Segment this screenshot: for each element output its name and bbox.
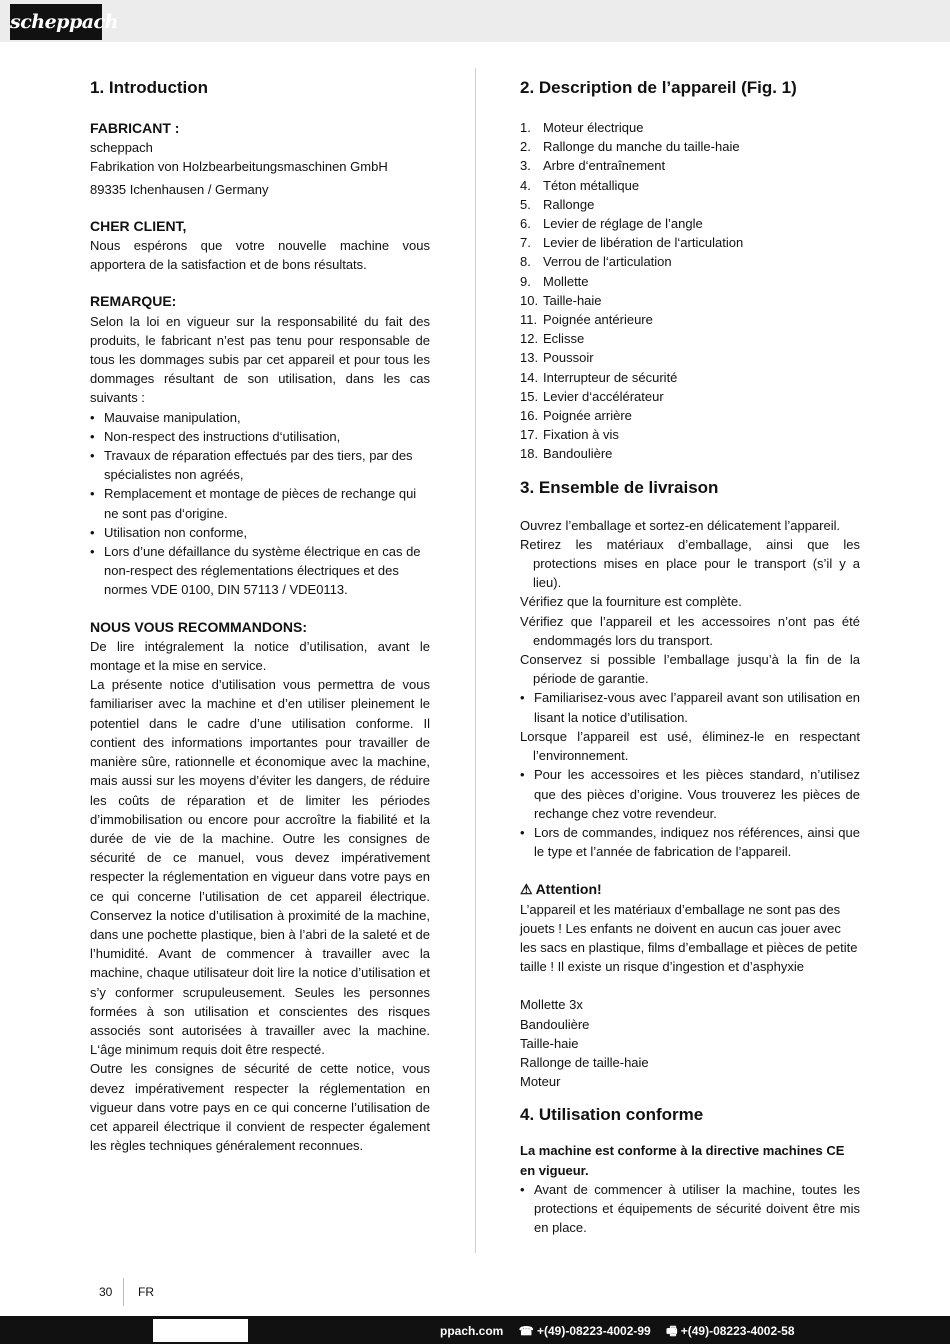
list-item — [520, 252, 860, 271]
list-item: • Pour les accessoires et les pièces standard, n’utilisez que des pièces d’origine. Vous trouverez les pièces de rechange chez votre revendeur. — [520, 765, 860, 823]
list-item: • Lors d’une défaillance du système électrique en cas de non-respect des réglementations électriques et des normes VDE 0100, DIN 57113 / VDE0113. — [90, 542, 430, 600]
list-item — [520, 195, 860, 214]
content-item: Mollette 3x — [520, 997, 583, 1013]
delivery-paragraph: Vérifiez que la fourniture est complète. — [520, 594, 742, 610]
list-item: • Travaux de réparation effectués par des tiers, par des spécialistes non agréés, — [90, 446, 430, 484]
left-column — [90, 74, 430, 1155]
list-item — [520, 310, 860, 329]
usage-heading: 4. Utilisation conforme — [520, 1105, 704, 1125]
remark-text: Selon la loi en vigueur sur la responsabilité du fait des produits, le fabricant n’est pas tenu pour responsable de tous les dommages subis par cet appareil et pour tous les dommages résultant de son utilisation, dans les cas suivants : — [90, 313, 430, 406]
delivery-paragraph: Retirez les matériaux d’emballage, ainsi que les protections mises en place pour le transport (s’il y a lieu). — [520, 536, 860, 591]
remark-label: REMARQUE: — [90, 293, 177, 310]
list-item — [520, 214, 860, 233]
delivery-contents-list — [520, 995, 860, 1091]
item-number: 14. — [520, 369, 539, 385]
right-column — [520, 74, 860, 1237]
item-number: 5. — [520, 196, 531, 212]
item-number: 1. — [520, 120, 531, 135]
list-item: • Lors de commandes, indiquez nos références, ainsi que le type et l’année de fabrication de l’appareil. — [520, 823, 860, 861]
list-item — [520, 291, 860, 310]
list-item: • Remplacement et montage de pièces de rechange qui ne sont pas d‘origine. — [90, 484, 430, 522]
item-label: Verrou de l‘articulation — [543, 254, 672, 270]
list-item — [520, 329, 860, 348]
usage-list — [520, 1180, 860, 1238]
website-link[interactable]: ppach.com — [440, 1324, 504, 1338]
list-item — [520, 118, 860, 137]
list-item: • Mauvaise manipulation, — [90, 408, 430, 427]
item-number: 9. — [520, 273, 531, 289]
list-item — [520, 137, 860, 156]
item-number: 10. — [520, 292, 539, 308]
item-number: 11. — [520, 312, 538, 328]
column-divider — [475, 68, 476, 1253]
list-item — [520, 406, 860, 425]
list-item — [520, 176, 860, 195]
item-label: Levier d‘accélérateur — [543, 388, 664, 404]
manufacturer-name: scheppach — [90, 140, 153, 156]
recommend-label: NOUS VOUS RECOMMANDONS: — [90, 618, 308, 635]
delivery-paragraph: Lorsque l’appareil est usé, éliminez-le en respectant l’environnement. — [520, 728, 860, 764]
delivery-content — [520, 516, 860, 862]
recommend-paragraph: La présente notice d’utilisation vous permettra de vous familiariser avec la machine et d’en utiliser pleinement le potentiel dans le cadre d’une utilisation conforme. Il contient des informations importantes pour travailler de manière sûre, rationnelle et économique avec la machine, mais aussi sur les moyens d’éviter les dangers, de réduire les coûts de réparation et de limiter les périodes d’immobilisation ou encore pour accroître la fiabilité et la durée de vie de la machine. Outre les consignes de sécurité de ce manuel, vous devez impérativement respecter la réglementation en vigueur dans votre pays en ce qui concerne l’utilisation de cet appareil électrique. Conservez la notice d’utilisation à proximité de la machine, dans une pochette plastique, bien à l’abri de la saleté et de l’humidité. Avant de commencer à travailler avec la machine, chaque utilisateur doit lire la notice d’utilisation et s’y conformer scrupuleusement. Seules les personnes formées à son utilisation et conscientes des risques associés sont autorisées à travailler avec la machine. L‘âge minimum requis doit être respecté. — [90, 677, 430, 1058]
attention-label: Attention! — [535, 881, 602, 898]
list-item — [520, 233, 860, 252]
phone-number: ☎ +(49)-08223-4002-99 — [518, 1324, 651, 1338]
delivery-bullet — [520, 765, 860, 823]
item-number: 17. — [520, 427, 539, 443]
delivery-bullet — [520, 688, 860, 726]
customer-text: Nous espérons que votre nouvelle machine vous apportera de la satisfaction et de bons résultats. — [90, 238, 430, 273]
item-number: 13. — [520, 350, 539, 366]
fax-number: 🖷 +(49)-08223-4002-58 — [666, 1324, 795, 1338]
top-bar — [0, 0, 950, 42]
item-number: 18. — [520, 446, 539, 462]
delivery-paragraph: Conservez si possible l’emballage jusqu’à la fin de la période de garantie. — [520, 652, 860, 687]
item-label: Rallonge — [543, 196, 595, 212]
content-item: Moteur — [520, 1074, 561, 1090]
item-label: Mollette — [543, 273, 589, 289]
item-label: Poignée arrière — [543, 408, 632, 424]
page-number: 30 — [99, 1285, 113, 1299]
content-item: Rallonge de taille-haie — [520, 1054, 649, 1070]
item-label: Poussoir — [543, 350, 594, 366]
item-label: Interrupteur de sécurité — [543, 369, 678, 385]
content-item: Taille-haie — [520, 1035, 579, 1051]
recommend-paragraph: De lire intégralement la notice d’utilisation, avant le montage et la mise en service. — [90, 638, 430, 674]
item-number: 15. — [520, 388, 539, 404]
item-number: 4. — [520, 177, 531, 193]
item-label: Moteur électrique — [543, 120, 644, 135]
list-item — [520, 156, 860, 175]
manufacturer-company: Fabrikation von Holzbearbeitungsmaschinen GmbH — [90, 159, 388, 175]
item-label: Bandoulière — [543, 446, 613, 462]
delivery-heading: 3. Ensemble de livraison — [520, 477, 719, 497]
item-label: Rallonge du manche du taille-haie — [543, 139, 740, 155]
item-number: 12. — [520, 331, 539, 347]
language-code: FR — [138, 1285, 154, 1299]
list-item — [520, 387, 860, 406]
list-item — [520, 425, 860, 444]
list-item: • Non-respect des instructions d‘utilisation, — [90, 427, 430, 446]
item-label: Levier de libération de l‘articulation — [543, 235, 744, 251]
item-label: Téton métallique — [543, 177, 640, 193]
item-number: 3. — [520, 158, 531, 174]
footer-divider — [123, 1278, 124, 1306]
item-label: Levier de réglage de l’angle — [543, 216, 703, 232]
list-item — [520, 444, 860, 463]
footer-blank-box — [153, 1319, 248, 1342]
recommend-paragraph: Outre les consignes de sécurité de cette notice, vous devez impérativement respecter la réglementation en vigueur dans votre pays en ce qui concerne l’utilisation de cet appareil électrique il convient de respecter également les règles techniques généralement reconnues. — [90, 1061, 430, 1154]
item-number: 7. — [520, 235, 531, 251]
list-item: • Utilisation non conforme, — [90, 523, 430, 542]
intro-heading: 1. Introduction — [90, 78, 209, 97]
remark-list — [90, 408, 430, 600]
content-item: Bandoulière — [520, 1016, 590, 1032]
list-item: • Avant de commencer à utiliser la machine, toutes les protections et équipements de sécurité doivent être mis en place. — [520, 1180, 860, 1238]
delivery-paragraph: Vérifiez que l’appareil et les accessoires n’ont pas été endommagés lors du transport. — [520, 613, 860, 648]
item-number: 16. — [520, 408, 539, 424]
attention-heading — [520, 880, 860, 899]
item-number: 6. — [520, 216, 531, 232]
attention-text: L’appareil et les matériaux d’emballage ne sont pas des jouets ! Les enfants ne doivent en aucun cas jouer avec les sacs en plastique, films d’emballage et pièces de petite taille ! Il existe un risque d’ingestion et d’asphyxie — [520, 901, 858, 975]
item-label: Eclisse — [543, 331, 585, 347]
manufacturer-label: FABRICANT : — [90, 120, 180, 136]
manufacturer-address: 89335 Ichenhausen / Germany — [90, 181, 269, 197]
warning-icon: ⚠ — [520, 881, 533, 898]
item-number: 2. — [520, 139, 531, 155]
description-heading: 2. Description de l’appareil (Fig. 1) — [520, 78, 797, 97]
list-item — [520, 348, 860, 367]
item-label: Arbre d‘entraînement — [543, 158, 666, 174]
item-label: Fixation à vis — [543, 427, 619, 443]
delivery-paragraph: Ouvrez l’emballage et sortez-en délicatement l’appareil. — [520, 517, 841, 533]
parts-list — [520, 118, 860, 464]
contact-info — [440, 1322, 807, 1343]
list-item — [520, 368, 860, 387]
delivery-bullet — [520, 823, 860, 861]
customer-label: CHER CLIENT, — [90, 217, 187, 234]
item-number: 8. — [520, 254, 531, 270]
list-item: • Familiarisez-vous avec l’appareil avant son utilisation en lisant la notice d’utilisation. — [520, 688, 860, 726]
item-label: Taille-haie — [543, 292, 602, 308]
item-label: Poignée antérieure — [543, 312, 653, 328]
brand-logo: scheppach — [10, 4, 102, 40]
list-item — [520, 272, 860, 291]
usage-bold-text: La machine est conforme à la directive machines CE en vigueur. — [520, 1143, 845, 1178]
contact-bar — [0, 1316, 950, 1344]
